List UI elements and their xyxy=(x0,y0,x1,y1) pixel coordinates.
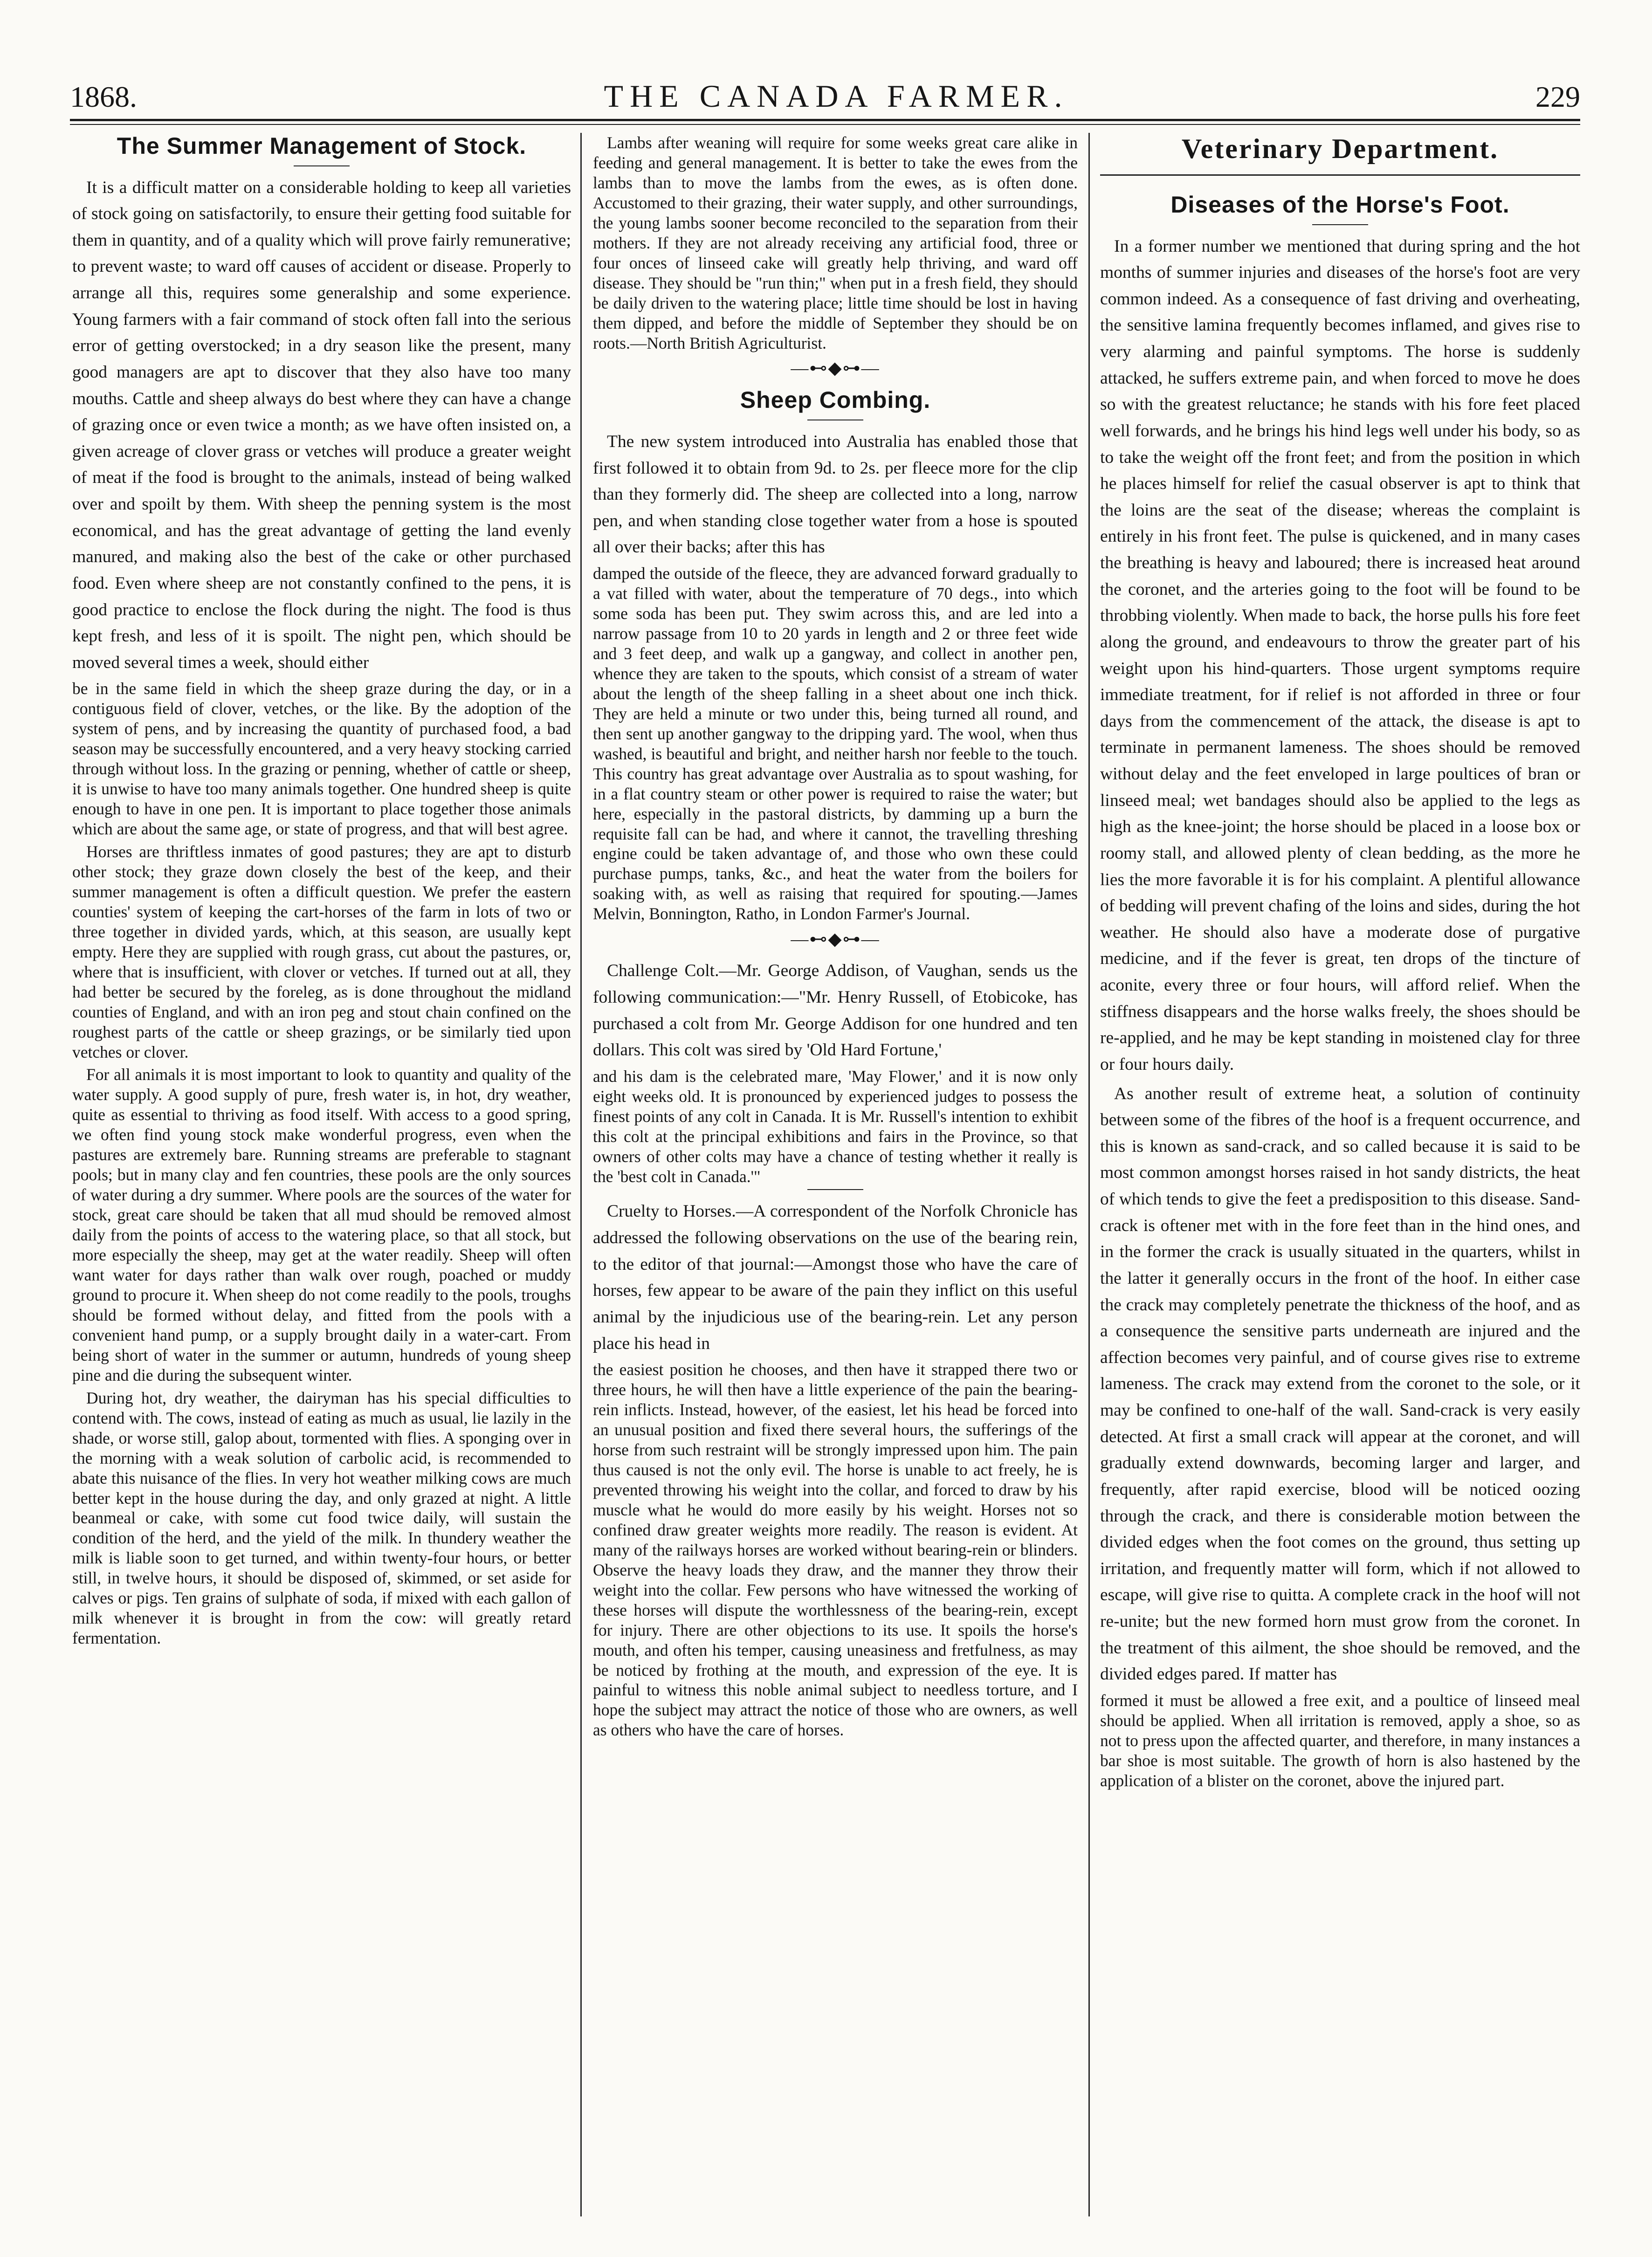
article-paragraph: As another result of extreme heat, a solution of continuity between some of the fibres of the hoof is a frequent occurrence, and this is known as sand-crack, and so called because it is said to be most common amongst horses raised in hot sandy districts, the heat of which tends to give the feet a predisposition to this disease. Sand-crack is oftener met with in the fore feet than in the hind ones, and in the former the crack is usually situated in the quarters, whilst in the latter it generally occurs in the front of the hoof. In either case the crack may completely penetrate the thickness of the hoof, and as a consequence the sensitive parts underneath are injured and the affection becomes very painful, and of course gives rise to extreme lameness. The crack may extend from the coronet to the sole, or it may be confined to one-half of the wall. Sand-crack is very easily detected. At first a small crack will appear at the coronet, and will gradually extend downwards, becoming larger and larger, and frequently, after rapid exercise, blood will be noticed oozing through the crack, and there is considerable motion between the divided edges when the foot comes on the ground, thus setting up irritation, and frequently matter will form, which if not allowed to escape, will give rise to quitta. A complete crack in the hoof will not re-unite; but the new formed horn must grow from the coronet. In the treatment of this ailment, the shoe should be removed, and the divided edges pared. If matter has xyxy=(1100,1084,1580,1684)
article-paragraph: and his dam is the celebrated mare, 'May Flower,' and it is now only eight weeks old. It is pronounced by experienced judges to possess the finest points of any colt in Canada. It is Mr. Russell's intention to exhibit this colt at the principal exhibitions and fairs in the Province, so that owners of other colts may have a chance of testing whether it really is the 'best colt in Canada.'" xyxy=(593,1067,1078,1186)
column-2 xyxy=(593,133,1078,2219)
item-rule xyxy=(807,1189,863,1190)
article-paragraph: Cruelty to Horses.—A correspondent of the Norfolk Chronicle has addressed the following observations on the use of the bearing rein, to the editor of that journal:—Amongst those who have the care of horses, few appear to be aware of the pain they inflict on this useful animal by the injudicious use of the bearing-rein. Let any person place his head in xyxy=(593,1202,1078,1353)
article-paragraph: It is a difficult matter on a considerable holding to keep all varieties of stock going on satisfactorily, to ensure their getting food suitable for them in quantity, and of a quality which will prove fairly remunerative; to prevent waste; to ward off causes of accident or disease. Properly to arrange all this, requires some generalship and some experience. Young farmers with a fair command of stock often fall into the serious error of getting overstocked; in a dry season like the present, many good managers are apt to discover that they also have too many mouths. Cattle and sheep always do best where they can have a change of grazing once or even twice a month; as we have often insisted on, a given acreage of clover grass or vetches will produce a greater weight of meat if the food is brought to the animals, instead of being walked over and spoilt by them. With sheep the penning system is the most economical, and has the great advantage of getting the land evenly manured, and making also the best of the cake or other purchased food. Even where sheep are not constantly confined to the pens, it is good practice to enclose the flock during the night. The food is thus kept fresh, and less of it is spoilt. The night pen, which should be moved several times a week, should either xyxy=(72,178,571,672)
title-rule xyxy=(294,165,350,166)
article-paragraph: In a former number we mentioned that during spring and the hot months of summer injuries and diseases of the horse's foot are very common indeed. As a consequence of fast driving and overheating, the sensitive lamina frequently becomes inflamed, and gives rise to very alarming and painful symptoms. The horse is suddenly attacked, he suffers extreme pain, and when forced to move he does so with the greatest reluctance; he stands with his fore feet placed well forwards, and he brings his hind legs well under his body, so as to take the weight off the front feet; and from the position in which he places himself for relief the casual observer is apt to think that the loins are the seat of the disease; whereas the complaint is entirely in his front feet. The pulse is quickened, and in many cases the breathing is heavy and laboured; there is increased heat around the coronet, and the arteries going to the foot will be found to be throbbing violently. When made to back, the horse pulls his fore feet along the ground, and endeavours to throw the greater part of his weight upon his hind-quarters. Those urgent symptoms require immediate treatment, for if relief is not afforded in three or four days from the commencement of the attack, the disease is apt to terminate in permanent lameness. The shoes should be removed without delay and the feet enveloped in large poultices of bran or linseed meal; wet bandages should also be applied to the legs as high as the knee-joint; the horse should be placed in a loose box or roomy stall, and allowed plenty of clean bedding, as the more he lies the more favorable it is for his complaint. A plentiful allowance of bedding will prevent chafing of the loins and sides, during the hot weather. He should also have a moderate dose of purgative medicine, and if the fever is great, ten drops of the tincture of aconite, every three or four hours, will afford relief. When the stiffness disappears and the horse walks freely, the shoes should be re-applied, and he may be kept standing in moistened clay for three or four hours daily. xyxy=(1100,236,1580,1074)
department-rule xyxy=(1100,174,1580,176)
article-paragraph: The new system introduced into Australia has enabled those that first followed it to obtain from 9d. to 2s. per fleece more for the clip than they formerly did. The sheep are collected into a long, narrow pen, and when standing close together water from a hose is spouted all over their backs; after this has xyxy=(593,432,1078,557)
title-rule xyxy=(1312,224,1368,225)
article-paragraph: Horses are thriftless inmates of good pastures; they are apt to disturb other stock; they graze down closely the best of the keep, and their summer management is often a difficult question. We prefer the eastern counties' system of keeping the cart-horses of the farm in lots of two or three together in divided yards, which, at this season, are usually kept empty. Here they are supplied with rough grass, cut about the pastures, or, where that is insufficient, with clover or vetches. If turned out at all, they had better be secured by the foreleg, as is done throughout the midland counties of England, and with an iron peg and stout chain confined on the roughest parts of the cattle or sheep grazings, or be similarly tied upon vetches or clover. xyxy=(72,842,571,1061)
masthead-rule-thin xyxy=(70,124,1580,125)
publication-title: THE CANADA FARMER. xyxy=(604,78,1069,114)
article-paragraph: be in the same field in which the sheep graze during the day, or in a contiguous field of clover, vetches, or the like. By the adoption of the system of pens, and by increasing the quantity of purchased food, a bad season may be successfully encountered, and a very heavy stocking carried through without loss. In the grazing or penning, whether of cattle or sheep, it is unwise to have too many animals together. One hundred sheep is quite enough to have in one pen. It is important to place together those animals which are about the same age, or state of progress, and that will best agree. xyxy=(72,679,571,839)
article-paragraph: the easiest position he chooses, and then have it strapped there two or three hours, he will then have a little experience of the pain the bearing-rein inflicts. Instead, however, of the easiest, let his head be forced into an unusual position and fixed there several hours, the sufferings of the horse from such restraint will be strongly impressed upon him. The pain thus caused is not the only evil. The horse is unable to act freely, he is prevented throwing his weight into the collar, and forced to draw by his muscle what he would do more easily by his weight. Horses not so confined draw greater weights more readily. The reason is evident. At many of the railways horses are worked without bearing-rein or blinders. Observe the heavy loads they draw, and the manner they throw their weight into the collar. Few persons who have witnessed the working of these horses will dispute the worthlessness of the bearing-rein, except for injury. There are other objections to its use. It spoils the horse's mouth, and often his temper, causing uneasiness and fretfulness, as may be noticed by frothing at the mouth, and expression of the eye. It is painful to witness this noble animal subject to needless torture, and I hope the subject may attract the notice of those who are owners, as well as others who have the care of horses. xyxy=(593,1360,1078,1740)
section-ornament: —⊷◆⊶— xyxy=(791,358,880,378)
column-divider xyxy=(580,133,582,2216)
article-paragraph: damped the outside of the fleece, they are advanced forward gradually to a vat filled with water, about the temperature of 70 degs., into which some soda has been put. They swim across this, and are led into a narrow passage from 10 to 20 yards in length and 2 or three feet wide and 3 feet deep, and walk up a gangway, and collect in another pen, whence they are taken to the spouts, which consist of a stream of water about the length of the sheep falling in a sheet about one inch thick. They are held a minute or two under this, being turned all round, and then sent up another gangway to the dripping yard. The wool, when thus washed, is beautiful and bright, and neither harsh nor feeble to the touch. This country has great advantage over Australia as to spout washing, for in a flat country steam or other power is required to raise the water; but here, especially in the pastoral districts, by damming up a burn the requisite fall can be had, and where it cannot, the travelling threshing engine could be taken advantage of, and those who own these could purchase pumps, tanks, &c., and heat the water from the boilers for soaking with, as well as raising that required for spouting.—James Melvin, Bonnington, Ratho, in London Farmer's Journal. xyxy=(593,564,1078,923)
column-1 xyxy=(72,133,571,2219)
article-paragraph: formed it must be allowed a free exit, and a poultice of linseed meal should be applied. When all irritation is removed, apply a shoe, so as not to press upon the affected quarter, and therefore, in many instances a bar shoe is most suitable. The growth of horn is also hastened by the application of a blister on the coronet, above the injured part. xyxy=(1100,1691,1580,1790)
page-number: 229 xyxy=(1535,80,1580,113)
article-title-stock: The Summer Management of Stock. xyxy=(117,133,527,159)
article-paragraph: For all animals it is most important to look to quantity and quality of the water supply. A good supply of pure, fresh water is, in hot, dry weather, quite as essential to thriving as food itself. With access to a good spring, we often find young stock make wonderful progress, even when the pastures are extremely bare. Running streams are preferable to stagnant pools; but in many clay and fen countries, these pools are the only sources of water during a dry summer. Where pools are the sources of the water for stock, great care should be taken that all mud should be removed almost daily from the points of access to the watering place, so that all stock, but more especially the sheep, may get at the water readily. Sheep will often want water for days rather than walk over rough, poached or muddy ground to procure it. When sheep do not come readily to the pools, troughs should be formed without delay, and fitted from the pools with a convenient hand pump, or a supply brought daily in a water-cart. From being short of water in the summer or autumn, hundreds of young sheep pine and die during the subsequent winter. xyxy=(72,1065,571,1384)
column-divider xyxy=(1088,133,1090,2216)
issue-year: 1868. xyxy=(70,80,137,113)
article-title-horse-foot: Diseases of the Horse's Foot. xyxy=(1170,192,1510,218)
article-paragraph: During hot, dry weather, the dairyman has his special difficulties to contend with. The cows, instead of eating as much as usual, lie lazily in the shade, or worse still, galop about, tormented with flies. A sponging over in the morning with a weak solution of carbolic acid, is recommended to abate this nuisance of the flies. In very hot weather milking cows are much better kept in the house during the day, and only grazed at night. A little beanmeal or cake, with some cut food twice daily, will sustain the condition of the herd, and the yield of the milk. In thundery weather the milk is liable soon to get turned, and within twenty-four hours, or better still, in twelve hours, it should be disposed of, skimmed, or set aside for calves or pigs. Ten grains of sulphate of soda, if mixed with each gallon of milk whenever it is brought in from the cow: will greatly retard fermentation. xyxy=(72,1388,571,1648)
masthead-rule xyxy=(70,119,1580,121)
section-ornament: —⊷◆⊶— xyxy=(791,929,880,950)
article-title-sheep-combing: Sheep Combing. xyxy=(740,387,931,413)
column-3 xyxy=(1100,133,1580,2219)
article-paragraph: Challenge Colt.—Mr. George Addison, of Vaughan, sends us the following communication:—"Mr. Henry Russell, of Etobicoke, has purchased a colt from Mr. George Addison for one hundred and ten dollars. This colt was sired by 'Old Hard Fortune,' xyxy=(593,961,1078,1060)
article-paragraph: Lambs after weaning will require for some weeks great care alike in feeding and general management. It is better to take the ewes from the lambs than to move the lambs from the ewes, as is often done. Accustomed to their grazing, their water supply, and other surroundings, the young lambs sooner become reconciled to the separation from their mothers. If they are not already receiving any artificial food, three or four onces of linseed cake will greatly help thriving, and ward off disease. They should be "run thin;" when put in a fresh field, they should be daily driven to the watering place; little time should be lost in having them dipped, and before the middle of September they should be on roots.—North British Agriculturist. xyxy=(593,133,1078,352)
department-title: Veterinary Department. xyxy=(1181,133,1499,164)
masthead xyxy=(70,70,1580,112)
